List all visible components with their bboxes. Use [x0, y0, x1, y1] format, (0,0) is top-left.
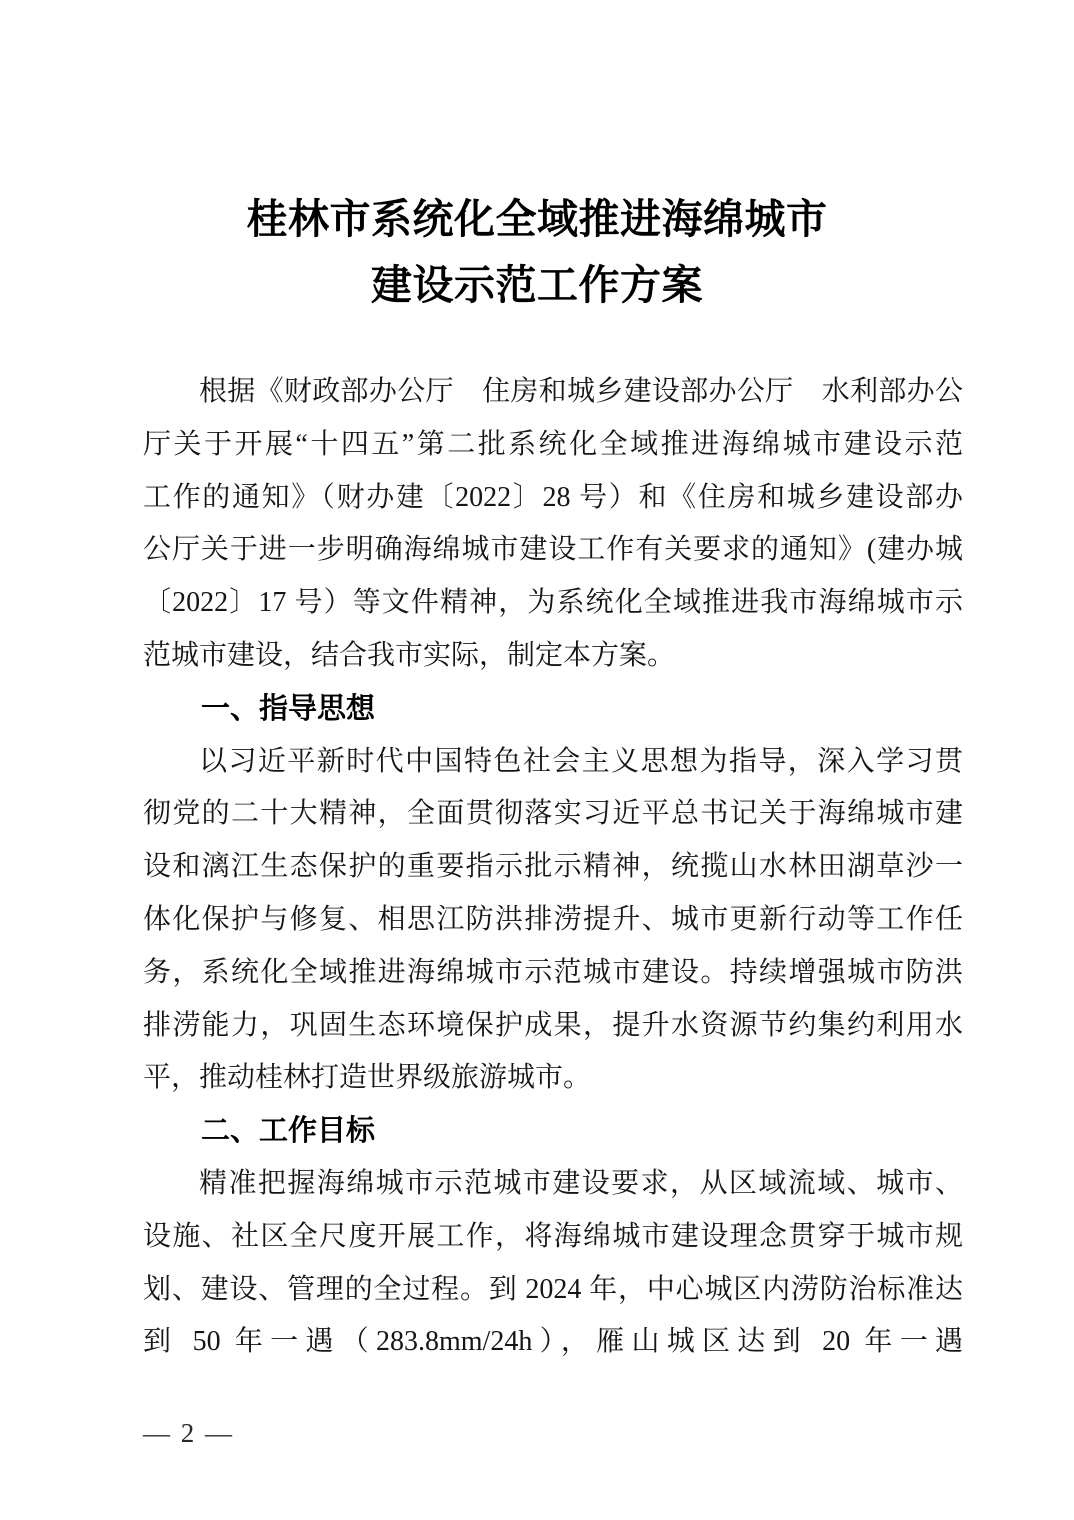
paragraph-line: 厅关于开展“十四五”第二批系统化全域推进海绵城市建设示范: [143, 428, 963, 460]
paragraph-line: 划、建设、管理的全过程。到 2024 年，中心城区内涝防治标准达: [143, 1273, 963, 1305]
paragraph-line: 工作的通知》（财办建〔2022〕28 号）和《住房和城乡建设部办: [143, 481, 963, 513]
section-heading: 二、工作目标: [201, 1115, 376, 1148]
document-title-line: 建设示范工作方案: [371, 262, 703, 308]
paragraph-line: 设施、社区全尺度开展工作，将海绵城市建设理念贯穿于城市规: [143, 1220, 963, 1252]
document-title-line: 桂林市系统化全域推进海绵城市: [246, 196, 828, 242]
paragraph-line: 到 50 年一遇（283.8mm/24h），雁山城区达到 20 年一遇: [143, 1326, 963, 1358]
document-title: [0, 186, 1074, 318]
paragraph-line: 〔2022〕17 号）等文件精神，为系统化全域推进我市海绵城市示: [143, 587, 963, 619]
paragraph-line: 排涝能力，巩固生态环境保护成果，提升水资源节约集约利用水: [143, 1009, 963, 1041]
paragraph-line: 范城市建设，结合我市实际，制定本方案。: [143, 639, 676, 671]
document-body: [143, 366, 963, 1369]
paragraph-line: 公厅关于进一步明确海绵城市建设工作有关要求的通知》(建办城: [143, 534, 963, 566]
paragraph-line: 设和漓江生态保护的重要指示批示精神，统揽山水林田湖草沙一: [143, 851, 963, 883]
page-number: — 2 —: [143, 1418, 234, 1448]
paragraph-line: 平，推动桂林打造世界级旅游城市。: [143, 1062, 592, 1094]
paragraph-line: 根据《财政部办公厅 住房和城乡建设部办公厅 水利部办公: [199, 376, 963, 407]
paragraph-line: 精准把握海绵城市示范城市建设要求，从区域流域、城市、: [199, 1167, 963, 1199]
paragraph-line: 务，系统化全域推进海绵城市示范城市建设。持续增强城市防洪: [143, 956, 963, 988]
paragraph-line: 体化保护与修复、相思江防洪排涝提升、城市更新行动等工作任: [143, 903, 963, 935]
paragraph-line: 彻党的二十大精神，全面贯彻落实习近平总书记关于海绵城市建: [143, 798, 963, 830]
paragraph-line: 以习近平新时代中国特色社会主义思想为指导，深入学习贯: [199, 745, 963, 777]
section-heading: 一、指导思想: [201, 692, 376, 725]
